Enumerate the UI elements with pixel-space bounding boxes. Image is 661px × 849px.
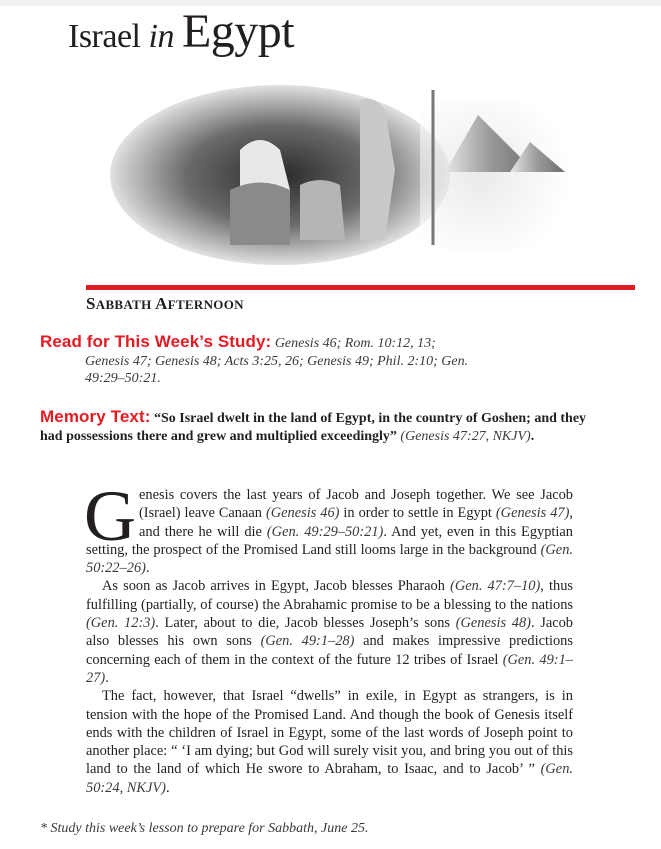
memory-reference: (Genesis 47:27, NKJV) bbox=[400, 428, 531, 444]
paragraph-1 bbox=[84, 476, 573, 577]
scripture-reference: (Genesis 46) bbox=[265, 505, 340, 522]
text: . bbox=[165, 779, 170, 796]
title-word-egypt: Egypt bbox=[181, 5, 295, 58]
lesson-body bbox=[84, 476, 573, 797]
section-heading bbox=[86, 294, 244, 314]
title-word-in: in bbox=[148, 18, 174, 55]
memory-label: Memory Text: bbox=[40, 407, 151, 426]
section-divider bbox=[86, 285, 635, 290]
scripture-reference: (Gen. 50:22–26) bbox=[86, 541, 573, 577]
text: The fact, however, that Israel “dwells” in exile, in Egypt as strangers, is in tension with the hope of the Promised Land. And though the book of Genesis itself ends with the children of Israel in Egypt, some of the last words of Joseph point to another place: “ ‘I am dying; but God will surely visit you, and bring you out of this land to the land of which He swore to Abraham, to Isaac, and to Jacob’ ” bbox=[86, 688, 573, 778]
scripture-reference: (Gen. 50:24, NKJV) bbox=[86, 761, 573, 796]
reading-assignment bbox=[40, 333, 580, 388]
scripture-reference: (Gen. 49:29–50:21) bbox=[266, 523, 384, 540]
heading-initial-a: A bbox=[155, 294, 168, 313]
scripture-reference: (Genesis 47) bbox=[495, 505, 570, 522]
text: in order to settle in Egypt bbox=[339, 505, 496, 522]
heading-rest-afternoon: FTERNOON bbox=[167, 297, 244, 312]
paragraph-3 bbox=[86, 687, 573, 797]
read-refs-line1: Genesis 46; Rom. 10:12, 13; bbox=[274, 336, 436, 351]
lesson-title bbox=[68, 5, 295, 61]
drop-cap: G bbox=[84, 476, 136, 556]
text: enesis covers the last years of Jacob and Joseph together. We see Jacob (Israel) leave Canaan bbox=[139, 487, 573, 522]
text: , thus fulfilling (partially, of course) the Abrahamic promise to be a blessing to the nations bbox=[86, 578, 573, 613]
read-refs-line3: 49:29–50:21. bbox=[85, 371, 161, 386]
text: . bbox=[105, 669, 109, 686]
paragraph-2 bbox=[86, 577, 573, 687]
scripture-reference: (Gen. 47:7–10) bbox=[450, 578, 541, 595]
text: , and there he will die bbox=[139, 505, 573, 540]
scripture-reference: (Gen. 12:3) bbox=[86, 615, 156, 632]
text: . And yet, even in this Egyptian setting, the prospect of the Promised Land still looms large in the background bbox=[86, 523, 573, 558]
text: . Later, about to die, Jacob blesses Joseph’s sons bbox=[155, 615, 456, 632]
footnote: * Study this week’s lesson to prepare for Sabbath, June 25. bbox=[40, 821, 369, 836]
heading-initial-s: S bbox=[86, 294, 96, 313]
read-refs-line2: Genesis 47; Genesis 48; Acts 3:25, 26; Genesis 49; Phil. 2:10; Gen. bbox=[85, 353, 469, 369]
memory-verse: “So Israel dwelt in the land of Egypt, in the country of Goshen; and they had possessions there and grew and multiplied exceedingly” bbox=[40, 411, 587, 444]
heading-rest-sabbath: ABBATH bbox=[95, 297, 152, 312]
scripture-reference: (Genesis 48) bbox=[455, 615, 531, 632]
scripture-reference: (Gen. 49:1–28) bbox=[260, 633, 355, 650]
memory-text-block bbox=[40, 408, 594, 445]
title-word-israel: Israel bbox=[68, 18, 141, 55]
text: As soon as Jacob arrives in Egypt, Jacob blesses Pharaoh bbox=[102, 578, 451, 595]
text: . bbox=[145, 560, 150, 577]
read-label: Read for This Week’s Study: bbox=[40, 332, 272, 351]
bowing-figure bbox=[300, 180, 345, 240]
scripture-reference: (Gen. 49:1–27) bbox=[86, 651, 573, 686]
kneeling-figure bbox=[230, 183, 290, 246]
text: and makes impressive predictions concerning each of them in the context of the future 12 tribes of Israel bbox=[86, 633, 573, 668]
desert-background bbox=[420, 100, 570, 250]
page-top-edge bbox=[0, 0, 661, 6]
text: . Jacob also blesses his own sons bbox=[86, 615, 573, 650]
memory-period: . bbox=[530, 428, 535, 444]
lesson-illustration bbox=[100, 80, 570, 270]
